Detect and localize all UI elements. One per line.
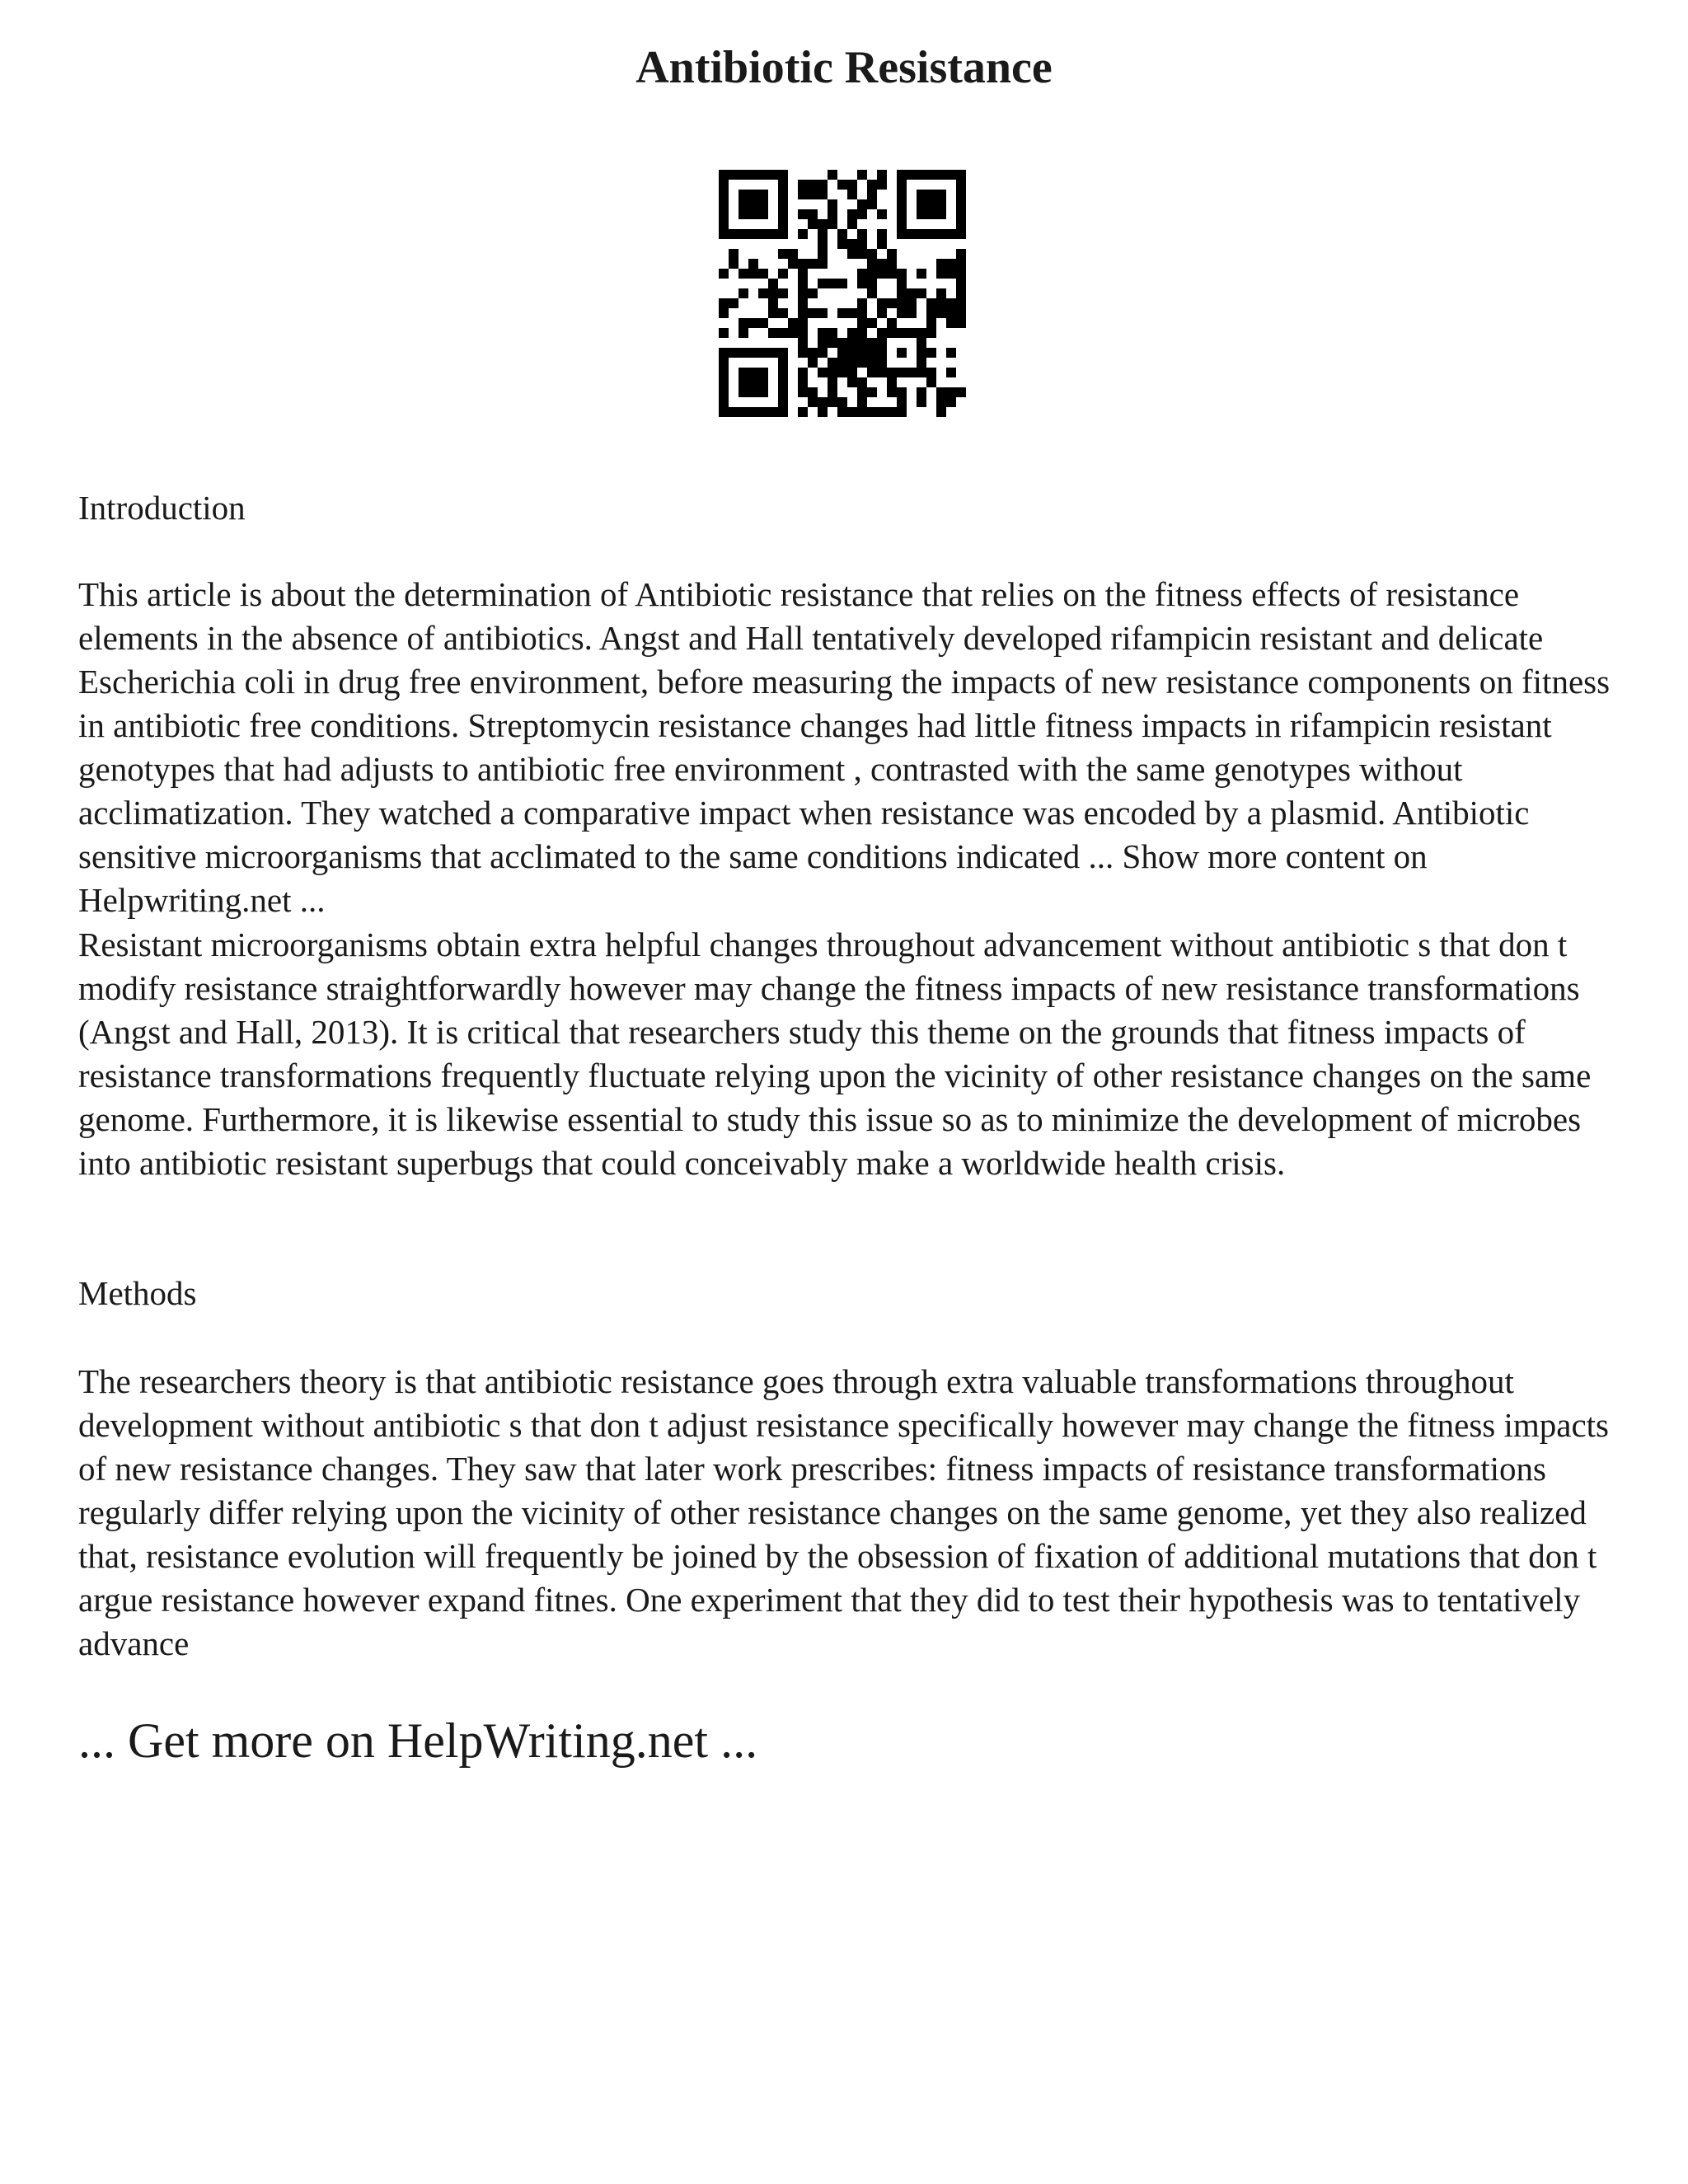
section-heading-introduction: Introduction: [78, 489, 246, 527]
section-heading-methods: Methods: [78, 1274, 197, 1312]
methods-paragraph: The researchers theory is that antibiotic resistance goes through extra valuable transformations throughout development without antibiotic s that don t adjust resistance specifically however may change the fitness impacts of new resistance changes. They saw that later work prescribes: fitness impacts of resistance transformations regularly differ relying upon the vicinity of other resistance changes on the same genome, yet they also realized that, resistance evolution will frequently be joined by the obsession of fixation of additional mutations that don t argue resistance however expand fitnes. One experiment that they did to test their hypothesis was to tentatively advance: [78, 1362, 1610, 1662]
document-title: Antibiotic Resistance: [635, 42, 1053, 93]
qr-code-icon: [719, 170, 966, 417]
get-more-link[interactable]: ... Get more on HelpWriting.net ...: [78, 1713, 758, 1768]
introduction-paragraph-2: Resistant microorganisms obtain extra helpful changes throughout advancement without antibiotic s that don t modify resistance straightforwardly however may change the fitness impacts of new resistance transformations (Angst and Hall, 2013). It is critical that researchers study this theme on the grounds that fitness impacts of resistance transformations frequently fluctuate relying upon the vicinity of other resistance changes on the same genome. Furthermore, it is likewise essential to study this issue so as to minimize the development of microbes into antibiotic resistant superbugs that could conceivably make a worldwide health crisis.: [78, 926, 1592, 1182]
introduction-paragraph-1: This article is about the determination of Antibiotic resistance that relies on the fitness effects of resistance elements in the absence of antibiotics. Angst and Hall tentatively developed rifampicin resistant and delicate Escherichia coli in drug free environment, before measuring the impacts of new resistance components on fitness in antibiotic free conditions. Streptomycin resistance changes had little fitness impacts in rifampicin resistant genotypes that had adjusts to antibiotic free environment , contrasted with the same genotypes without acclimatization. They watched a comparative impact when resistance was encoded by a plasmid. Antibiotic sensitive microorganisms that acclimated to the same conditions indicated ... Show more content on Helpwriting.net ...: [78, 575, 1611, 919]
